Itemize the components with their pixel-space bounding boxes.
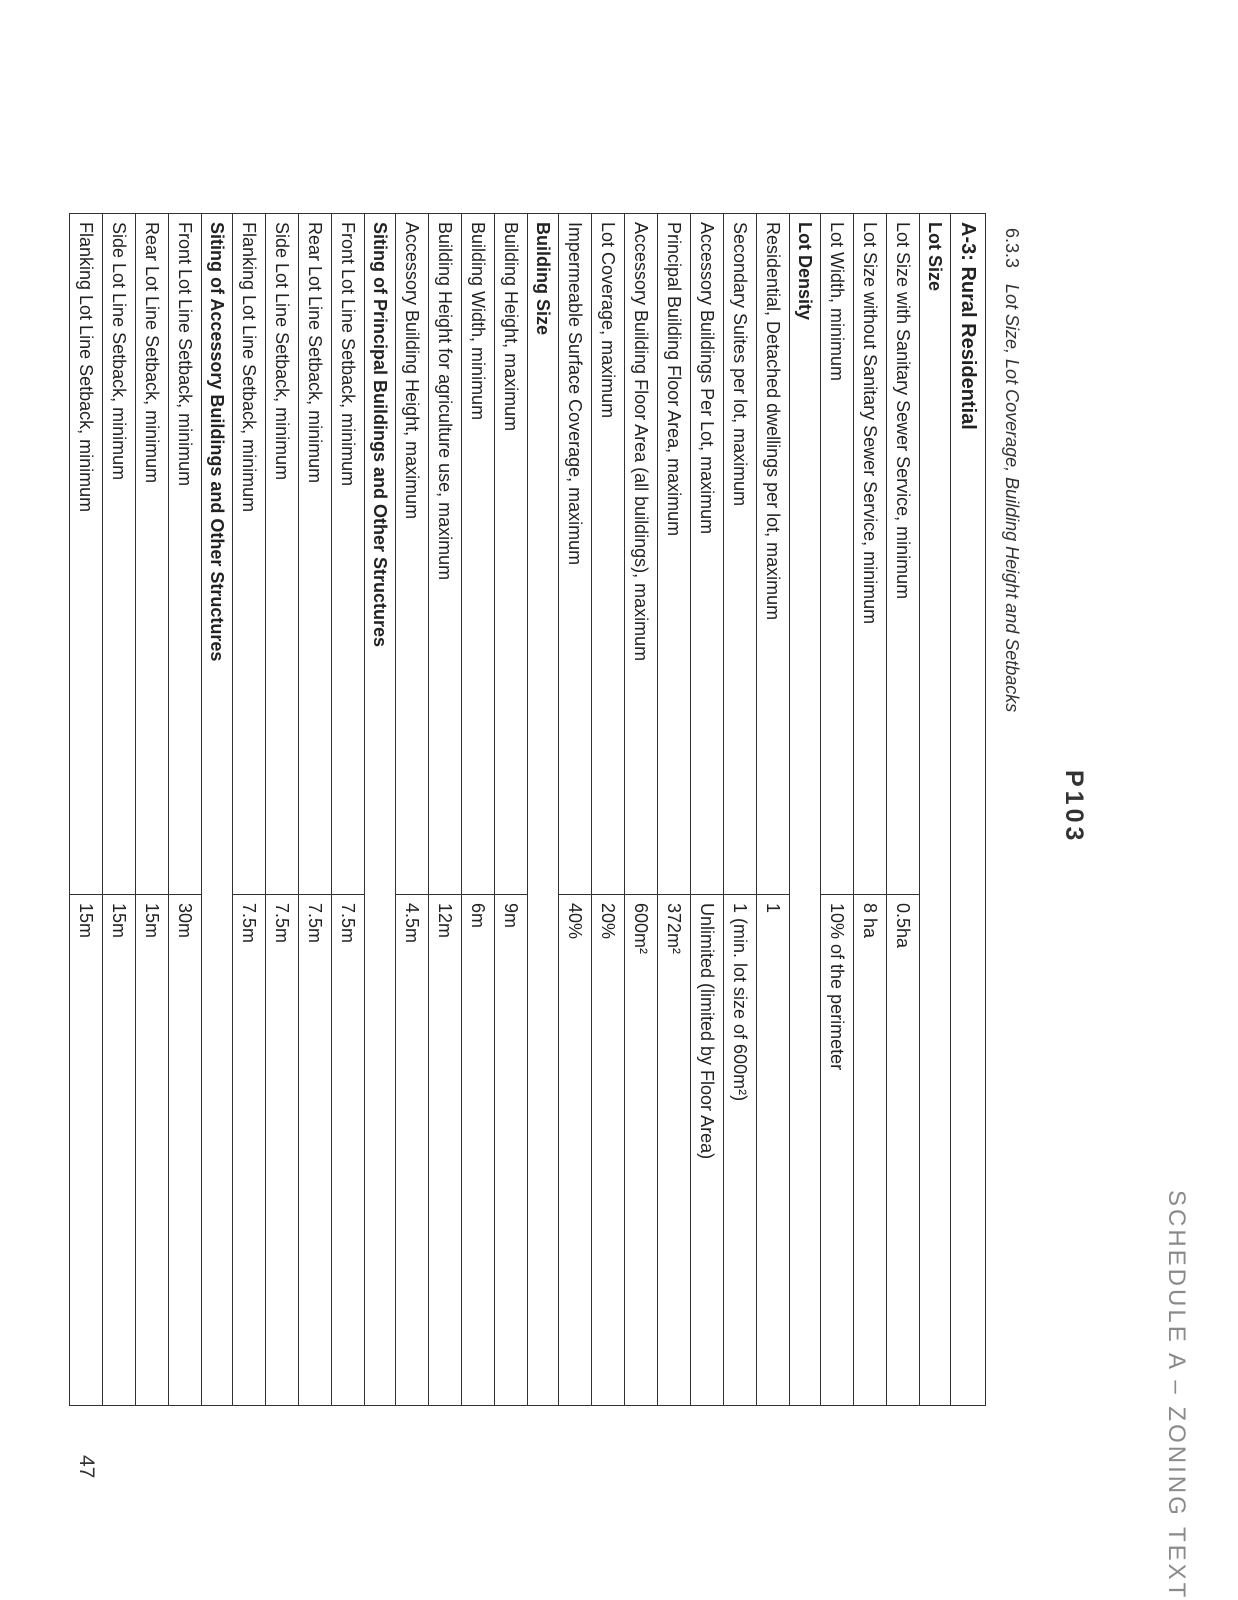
regulation-value: 0.5ha: [887, 895, 920, 1406]
table-row: [70, 214, 103, 1406]
regulation-label: Side Lot Line Setback, minimum: [266, 214, 299, 895]
section-row: [365, 214, 396, 1406]
table-row: [495, 214, 528, 1406]
table-row: [103, 214, 136, 1406]
table-row: [691, 214, 724, 1406]
regulation-value: 20%: [592, 895, 625, 1406]
table-row: [332, 214, 365, 1406]
regulation-value: 1 (min. lot size of 600m²): [724, 895, 757, 1406]
section-heading: [1001, 228, 1022, 712]
regulation-label: Building Height, maximum: [495, 214, 528, 895]
table-row: [169, 214, 202, 1406]
regulation-label: Lot Width, minimum: [821, 214, 854, 895]
regulation-label: Flanking Lot Line Setback, minimum: [233, 214, 266, 895]
regulation-value: 7.5m: [266, 895, 299, 1406]
regulation-value: 4.5m: [396, 895, 429, 1406]
table-row: [854, 214, 887, 1406]
section-title: Lot Size, Lot Coverage, Building Height and Setbacks: [1002, 284, 1022, 713]
schedule-header: SCHEDULE A – ZONING TEXT: [1163, 1190, 1190, 1600]
regulation-label: Lot Size without Sanitary Sewer Service, minimum: [854, 214, 887, 895]
regulation-label: Accessory Building Floor Area (all buildings), maximum: [625, 214, 658, 895]
regulation-label: Accessory Building Height, maximum: [396, 214, 429, 895]
table-row: [592, 214, 625, 1406]
page-number: 47: [75, 1455, 98, 1479]
regulation-label: Secondary Suites per lot, maximum: [724, 214, 757, 895]
table-row: [233, 214, 266, 1406]
section-number: 6.3.3: [1002, 228, 1022, 269]
regulation-value: 372m²: [658, 895, 691, 1406]
regulation-value: Unlimited (limited by Floor Area): [691, 895, 724, 1406]
regulation-value: 7.5m: [299, 895, 332, 1406]
section-label: Siting of Accessory Buildings and Other Structures: [202, 214, 233, 1406]
table-row: [299, 214, 332, 1406]
table-row: [658, 214, 691, 1406]
regulation-value: 30m: [169, 895, 202, 1406]
regulation-label: Front Lot Line Setback, minimum: [332, 214, 365, 895]
regulation-value: 15m: [103, 895, 136, 1406]
table-row: [462, 214, 495, 1406]
table-row: [821, 214, 854, 1406]
regulation-label: Flanking Lot Line Setback, minimum: [70, 214, 103, 895]
regulation-label: Rear Lot Line Setback, minimum: [299, 214, 332, 895]
section-row: [202, 214, 233, 1406]
regulation-label: Side Lot Line Setback, minimum: [103, 214, 136, 895]
regulation-label: Lot Coverage, maximum: [592, 214, 625, 895]
regulation-label: Building Height for agriculture use, maximum: [429, 214, 462, 895]
regulation-label: Front Lot Line Setback, minimum: [169, 214, 202, 895]
regulation-label: Residential, Detached dwellings per lot, maximum: [757, 214, 790, 895]
table-row: [559, 214, 592, 1406]
section-label: Lot Density: [790, 214, 821, 1406]
table-row: [625, 214, 658, 1406]
table-title: A-3: Rural Residential: [951, 214, 986, 1406]
regulation-value: 9m: [495, 895, 528, 1406]
section-row: [920, 214, 951, 1406]
regulation-label: Building Width, minimum: [462, 214, 495, 895]
regulation-value: 600m²: [625, 895, 658, 1406]
table-row: [757, 214, 790, 1406]
section-row: [790, 214, 821, 1406]
regulation-value: 10% of the perimeter: [821, 895, 854, 1406]
table-row: [266, 214, 299, 1406]
regulation-value: 8 ha: [854, 895, 887, 1406]
regulation-label: Impermeable Surface Coverage, maximum: [559, 214, 592, 895]
table-row: [396, 214, 429, 1406]
table-row: [724, 214, 757, 1406]
regulation-value: 7.5m: [233, 895, 266, 1406]
regulation-value: 1: [757, 895, 790, 1406]
regulation-value: 40%: [559, 895, 592, 1406]
document-code: P103: [1060, 770, 1088, 845]
table-title-row: [951, 214, 986, 1406]
section-label: Siting of Principal Buildings and Other Structures: [365, 214, 396, 1406]
section-label: Building Size: [528, 214, 559, 1406]
regulation-label: Rear Lot Line Setback, minimum: [136, 214, 169, 895]
regulation-label: Accessory Buildings Per Lot, maximum: [691, 214, 724, 895]
section-row: [528, 214, 559, 1406]
regulation-value: 15m: [136, 895, 169, 1406]
regulation-value: 12m: [429, 895, 462, 1406]
regulation-label: Lot Size with Sanitary Sewer Service, minimum: [887, 214, 920, 895]
regulation-value: 15m: [70, 895, 103, 1406]
regulation-value: 6m: [462, 895, 495, 1406]
regulation-value: 7.5m: [332, 895, 365, 1406]
regulation-label: Principal Building Floor Area, maximum: [658, 214, 691, 895]
table-row: [136, 214, 169, 1406]
section-label: Lot Size: [920, 214, 951, 1406]
table-row: [429, 214, 462, 1406]
table-row: [887, 214, 920, 1406]
zoning-table: [69, 213, 986, 1406]
